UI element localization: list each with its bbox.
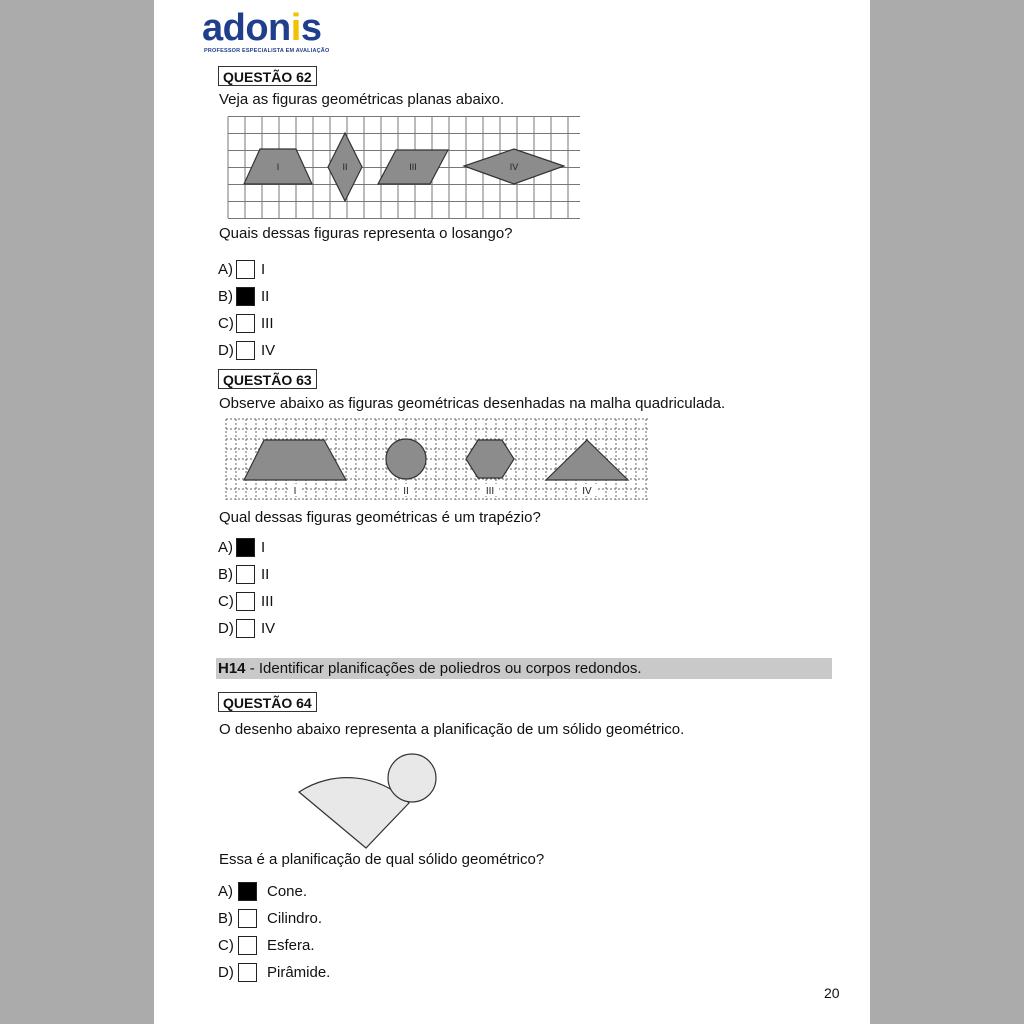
q63-option-b[interactable]: B) II — [218, 565, 270, 583]
question-64-intro: O desenho abaixo representa a planificação de um sólido geométrico. — [219, 721, 685, 738]
q63-option-d[interactable]: D) IV — [218, 619, 276, 637]
q63-option-c[interactable]: C) III — [218, 592, 274, 610]
question-62-prompt: Quais dessas figuras representa o losango? — [219, 225, 513, 242]
q62-option-d-checkbox[interactable] — [236, 341, 255, 360]
q63-figure-label-3: III — [485, 486, 495, 497]
q62-option-a[interactable]: A) I — [218, 260, 266, 278]
q64-option-d-checkbox[interactable] — [238, 963, 257, 982]
q64-option-c-checkbox[interactable] — [238, 936, 257, 955]
q62-figure-grid — [226, 116, 582, 220]
logo-i: i — [290, 7, 301, 49]
skill-band-h14 — [216, 658, 832, 679]
adonis-logo — [202, 8, 321, 48]
q64-option-a-checkbox[interactable] — [238, 882, 257, 901]
q63-option-a[interactable]: A) I — [218, 538, 266, 556]
q62-option-c-checkbox[interactable] — [236, 314, 255, 333]
q63-option-d-checkbox[interactable] — [236, 619, 255, 638]
document-page — [154, 0, 870, 1024]
q63-figure-grid — [224, 418, 650, 502]
skill-description: - Identificar planificações de poliedros ou corpos redondos. — [245, 660, 642, 677]
q62-option-d[interactable]: D) IV — [218, 341, 276, 359]
q64-option-b[interactable]: B) Cilindro. — [218, 909, 323, 927]
q64-option-a[interactable]: A) Cone. — [218, 882, 308, 900]
q64-option-b-checkbox[interactable] — [238, 909, 257, 928]
q63-figure-label-2: II — [403, 486, 409, 497]
logo-tagline: PROFESSOR ESPECIALISTA EM AVALIAÇÃO — [204, 48, 330, 54]
q62-figure-label-3: III — [409, 162, 417, 172]
question-64-label: QUESTÃO 64 — [218, 692, 317, 712]
q62-option-b-checkbox[interactable] — [236, 287, 255, 306]
question-63-prompt: Qual dessas figuras geométricas é um trapézio? — [219, 509, 541, 526]
question-63-label: QUESTÃO 63 — [218, 369, 317, 389]
q62-figure-label-1: I — [276, 162, 280, 172]
q62-option-c[interactable]: C) III — [218, 314, 274, 332]
logo-text-post: s — [300, 7, 322, 49]
page-number: 20 — [824, 985, 840, 1001]
question-64-prompt: Essa é a planificação de qual sólido geométrico? — [219, 851, 545, 868]
q63-shape-trapezoid — [244, 440, 346, 480]
q62-option-b[interactable]: B) II — [218, 287, 270, 305]
question-62-label: QUESTÃO 62 — [218, 66, 317, 86]
question-62-intro: Veja as figuras geométricas planas abaixo. — [219, 91, 505, 108]
skill-code: H14 — [218, 660, 246, 677]
q63-option-a-checkbox[interactable] — [236, 538, 255, 557]
q64-option-d[interactable]: D) Pirâmide. — [218, 963, 331, 981]
q62-figure-label-4: IV — [509, 162, 519, 172]
q64-option-c[interactable]: C) Esfera. — [218, 936, 315, 954]
q63-option-c-checkbox[interactable] — [236, 592, 255, 611]
cone-base-circle — [388, 754, 436, 802]
q64-cone-net — [294, 750, 444, 854]
q63-shape-hexagon — [466, 440, 514, 478]
logo-text-pre: adon — [202, 7, 291, 49]
q63-figure-label-4: IV — [582, 486, 592, 497]
q63-figure-label-1: I — [293, 486, 297, 497]
q62-figure-label-2: II — [342, 162, 348, 172]
q63-shape-circle — [386, 439, 426, 479]
q62-option-a-checkbox[interactable] — [236, 260, 255, 279]
q63-option-b-checkbox[interactable] — [236, 565, 255, 584]
question-63-intro: Observe abaixo as figuras geométricas desenhadas na malha quadriculada. — [219, 395, 726, 412]
